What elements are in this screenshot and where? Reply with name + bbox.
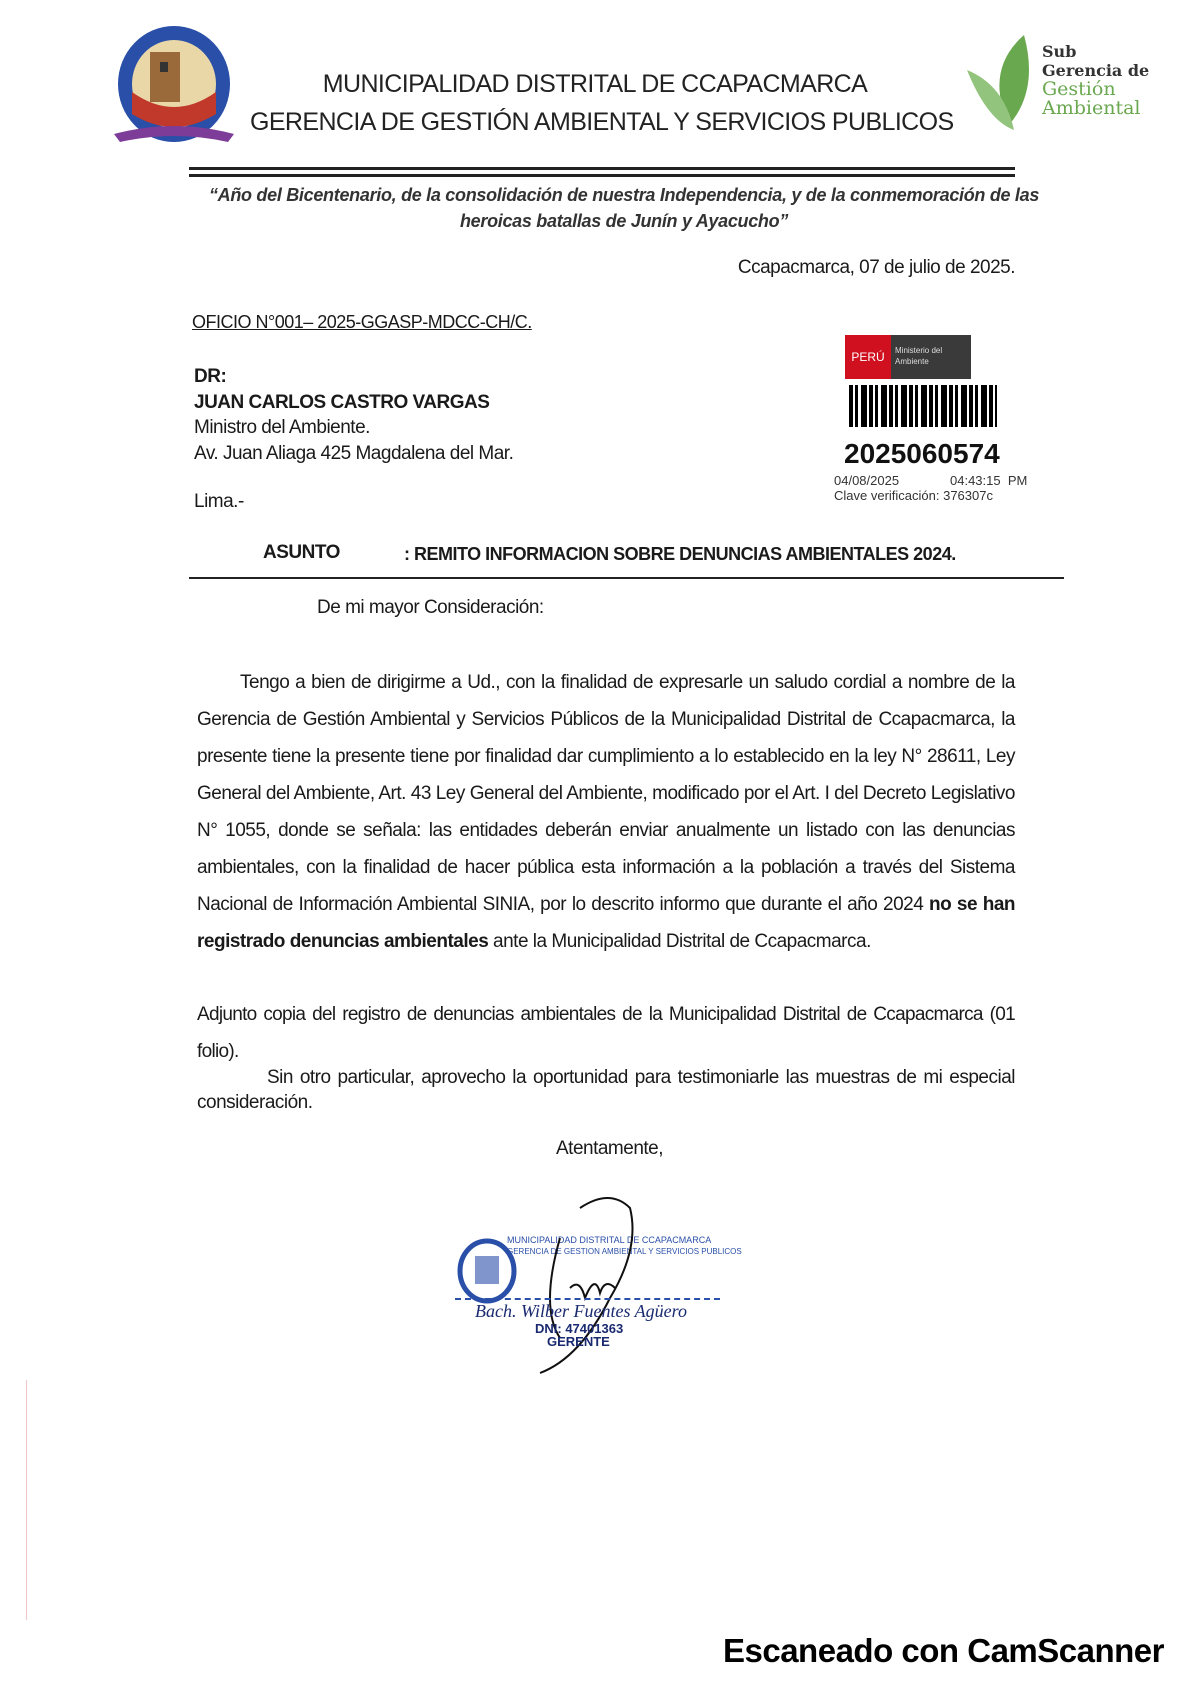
signature-block [455, 1188, 742, 1383]
seal-line-1: MUNICIPALIDAD DISTRITAL DE CCAPACMARCA [507, 1235, 712, 1245]
leaf-icon [962, 30, 1042, 140]
body-text: Tengo a bien de dirigirme a Ud., con la finalidad de expresarle un saludo cordial a nombre de la Gerencia de Gestión Ambiental y Servicios Públicos de la Municipalidad Distrital de Ccapacmarca, la presente tiene la presente tiene por finalidad dar cumplimiento a lo establecido en la ley N° 28611, Ley General del Ambiente, Art. 43 Ley General del Ambiente, modificado por el Art. I del Decreto Legislativo N° 1055, donde se señala: las entidades deberán enviar anualmente un listado con las denuncias ambientales, con la finalidad de hacer pública esta información a la población a través del Sistema Nacional de Información Ambiental SINIA, por lo descrito informo que durante el año 2024 [197, 672, 1015, 915]
header-divider [189, 167, 1015, 177]
asunto-label: ASUNTO [263, 542, 340, 563]
signer-dni: DNI: 47401363 [535, 1321, 624, 1336]
handwritten-signature [500, 1188, 700, 1383]
gestion-ambiental-logo [962, 30, 1162, 145]
municipality-logo [110, 22, 238, 154]
logo-text-2: Gerencia de [1042, 61, 1150, 80]
closing: Atentamente, [556, 1138, 664, 1159]
greeting: De mi mayor Consideración: [317, 597, 544, 618]
header-title-2: GERENCIA DE GESTIÓN AMBIENTAL Y SERVICIOS PUBLICOS [250, 108, 954, 136]
recipient-name: JUAN CARLOS CASTRO VARGAS [194, 392, 490, 413]
signer-name: Bach. Wilber Fuentes Agüero [475, 1301, 687, 1321]
barcode [849, 385, 997, 427]
document-date: Ccapacmarca, 07 de julio de 2025. [737, 257, 1015, 278]
logo-text-1: Sub [1042, 42, 1077, 61]
recipient-address: Av. Juan Aliaga 425 Magdalena del Mar. [194, 443, 514, 464]
year-motto: “Año del Bicentenario, de la consolidación de nuestra Independencia, y de la conmemoración de las heroicas batallas de Junín y Ayacucho” [208, 185, 1040, 231]
peru-badge: PERÚ [845, 335, 891, 379]
asunto-text: : REMITO INFORMACION SOBRE DENUNCIAS AMBIENTALES 2024. [404, 544, 956, 564]
signer-role: GERENTE [547, 1334, 610, 1349]
body-paragraph-1 [197, 664, 1015, 960]
camscanner-watermark: Escaneado con CamScanner [722, 1632, 1164, 1669]
verification-key: Clave verificación: 376307c [834, 488, 993, 503]
stamp-time: 04:43:15 PM [950, 473, 1028, 488]
header-title-1: MUNICIPALIDAD DISTRITAL DE CCAPACMARCA [322, 70, 868, 98]
recipient-city: Lima.- [194, 491, 244, 512]
reception-stamp [812, 335, 1028, 510]
asunto-divider [189, 577, 1064, 579]
logo-text-3: Gestión [1042, 78, 1116, 100]
logo-text-4: Ambiental [1042, 97, 1141, 119]
stamp-date: 04/08/2025 [834, 473, 900, 488]
recipient-position: Ministro del Ambiente. [194, 417, 370, 438]
body-highlight: no se han registrado denuncias ambientales [197, 894, 1016, 952]
ministry-badge: Ministerio del Ambiente [891, 335, 971, 379]
seal-line-2: GERENCIA DE GESTION AMBIENTAL Y SERVICIOS PUBLICOS [507, 1247, 742, 1256]
registry-number: 2025060574 [844, 438, 1000, 469]
body-text-end: ante la Municipalidad Distrital de Ccapacmarca. [488, 931, 871, 952]
recipient-title: DR: [194, 366, 227, 387]
oficio-number: OFICIO N°001– 2025-GGASP-MDCC-CH/C. [192, 312, 532, 332]
body-paragraph-3: Sin otro particular, aprovecho la oportunidad para testimoniarle las muestras de mi especial consideración. [197, 1067, 1015, 1113]
body-paragraph-2: Adjunto copia del registro de denuncias ambientales de la Municipalidad Distrital de Ccapacmarca (01 folio). [197, 1004, 1015, 1062]
signature-dashed-line [455, 1298, 720, 1300]
left-margin-line [26, 1380, 27, 1620]
